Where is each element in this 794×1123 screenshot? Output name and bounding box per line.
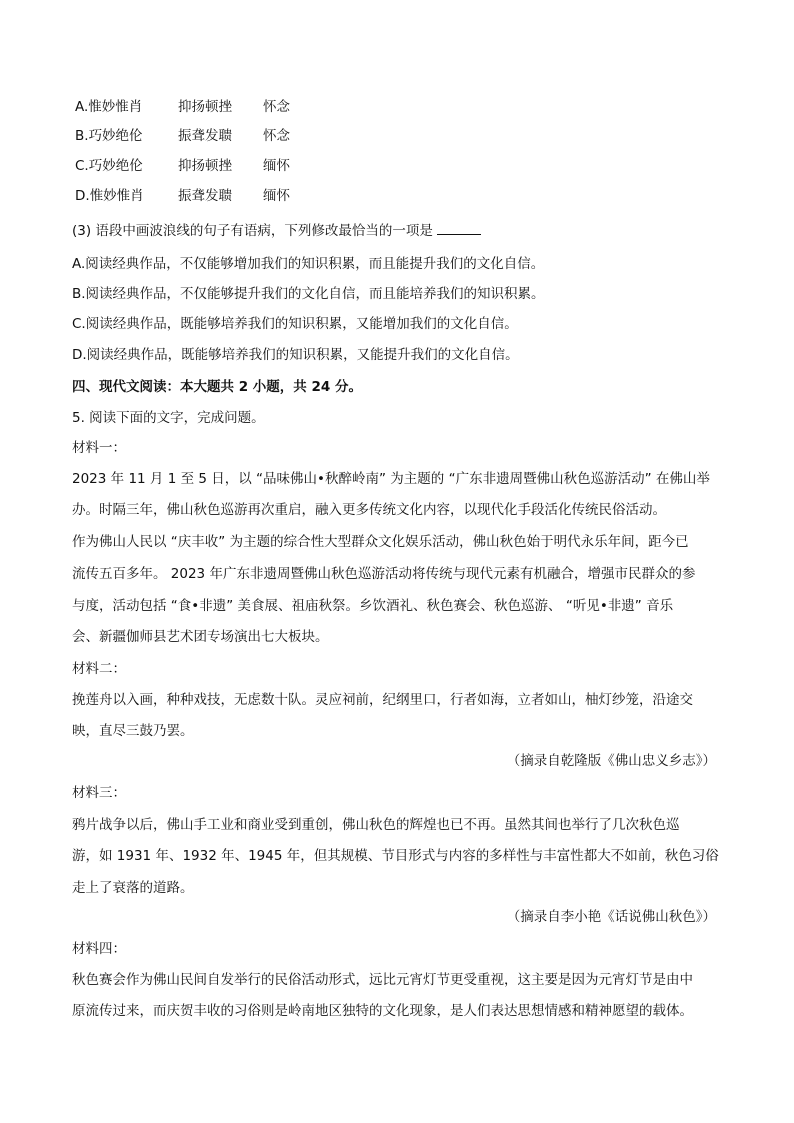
- material-1-line: 流传五百多年。 2023 年广东非遗周暨佛山秋色巡游活动将传统与现代元素有机融合，增强市民群众的参: [72, 566, 696, 582]
- material-1-line: 会、新疆伽师县艺术团专场演出七大板块。: [72, 629, 329, 645]
- material-2-line: 映，直尽三鼓乃罢。: [72, 723, 194, 739]
- option-word: 巧妙绝伦: [88, 128, 143, 144]
- option-d-word1: [75, 186, 144, 206]
- material-1-line: 与度，活动包括 “食•非遗” 美食展、祖庙秋祭。乡饮酒礼、秋色赛会、秋色巡游、 “听见•非遗” 音乐: [72, 598, 674, 614]
- option-a-word3: 怀念: [263, 99, 290, 115]
- material-1-line: 2023 年 11 月 1 至 5 日，以 “品味佛山•秋醉岭南” 为主题的 “广东非遗周暨佛山秋色巡游活动” 在佛山举: [72, 471, 710, 487]
- material-4-label: 材料四：: [72, 941, 126, 957]
- material-2-line: 挽莲舟以入画，种种戏技，无虑数十队。灵应祠前，纪纲里口，行者如海，立者如山，柚灯纱笼，沿途交: [72, 692, 693, 708]
- material-1-line: 办。时隔三年，佛山秋色巡游再次重启，融入更多传统文化内容，以现代化手段活化传统民俗活动。: [72, 502, 666, 518]
- material-4-line: 秋色赛会作为佛山民间自发举行的民俗活动形式，远比元宵灯节更受重视，这主要是因为元宵灯节是由中: [72, 972, 693, 988]
- option-letter: C.: [75, 158, 89, 174]
- option-d-word3: 缅怀: [263, 188, 290, 204]
- option-word: 惟妙惟肖: [88, 99, 143, 115]
- option-c-word1: [75, 156, 143, 176]
- material-3-line: 走上了衰落的道路。: [72, 880, 194, 896]
- material-4-line: 原流传过来，而庆贺丰收的习俗则是岭南地区独特的文化现象，是人们表达思想情感和精神愿望的载体。: [72, 1003, 693, 1019]
- option-a-word1: [75, 97, 142, 117]
- material-3-line: 鸦片战争以后，佛山手工业和商业受到重创，佛山秋色的辉煌也已不再。虽然其间也举行了几次秋色巡: [72, 817, 680, 833]
- material-1-line: 作为佛山人民以 “庆丰收” 为主题的综合性大型群众文化娱乐活动，佛山秋色始于明代永乐年间，距今已: [72, 534, 689, 550]
- material-2-label: 材料二：: [72, 661, 126, 677]
- option-c-word3: 缅怀: [263, 158, 290, 174]
- option-word: 巧妙绝伦: [88, 158, 143, 174]
- q3-option-b: B.阅读经典作品，不仅能够提升我们的文化自信，而且能培养我们的知识积累。: [72, 286, 545, 302]
- q3-stem: (3) 语段中画波浪线的句子有语病，下列修改最恰当的一项是: [72, 223, 433, 239]
- q3-option-a: A.阅读经典作品，不仅能够增加我们的知识积累，而且能提升我们的文化自信。: [72, 256, 545, 272]
- answer-blank: [437, 222, 481, 235]
- option-letter: D.: [75, 188, 90, 204]
- option-letter: A.: [75, 99, 89, 115]
- option-b-word1: [75, 126, 143, 146]
- option-b-word2: 振聋发聩: [178, 128, 232, 144]
- question-5-stem: 5. 阅读下面的文字，完成问题。: [72, 410, 265, 426]
- material-1-label: 材料一：: [72, 440, 126, 456]
- q3-stem-line: [72, 221, 481, 241]
- q3-option-c: C.阅读经典作品，既能够培养我们的知识积累，又能增加我们的文化自信。: [72, 316, 518, 332]
- option-c-word2: 抑扬顿挫: [178, 158, 232, 174]
- material-3-label: 材料三：: [72, 785, 126, 801]
- option-letter: B.: [75, 128, 89, 144]
- option-word: 惟妙惟肖: [89, 188, 144, 204]
- material-3-source: （摘录自李小艳《话说佛山秋色》）: [506, 909, 716, 925]
- option-b-word3: 怀念: [263, 128, 290, 144]
- material-2-source: （摘录自乾隆版《佛山忠义乡志》）: [506, 753, 716, 769]
- material-3-line: 游，如 1931 年、1932 年、1945 年，但其规模、节目形式与内容的多样性与丰富性都大不如前，秋色习俗: [72, 848, 719, 864]
- option-a-word2: 抑扬顿挫: [178, 99, 232, 115]
- section-heading: 四、现代文阅读：本大题共 2 小题，共 24 分。: [72, 379, 362, 395]
- option-d-word2: 振聋发聩: [178, 188, 232, 204]
- q3-option-d: D.阅读经典作品，既能够培养我们的知识积累，又能提升我们的文化自信。: [72, 347, 519, 363]
